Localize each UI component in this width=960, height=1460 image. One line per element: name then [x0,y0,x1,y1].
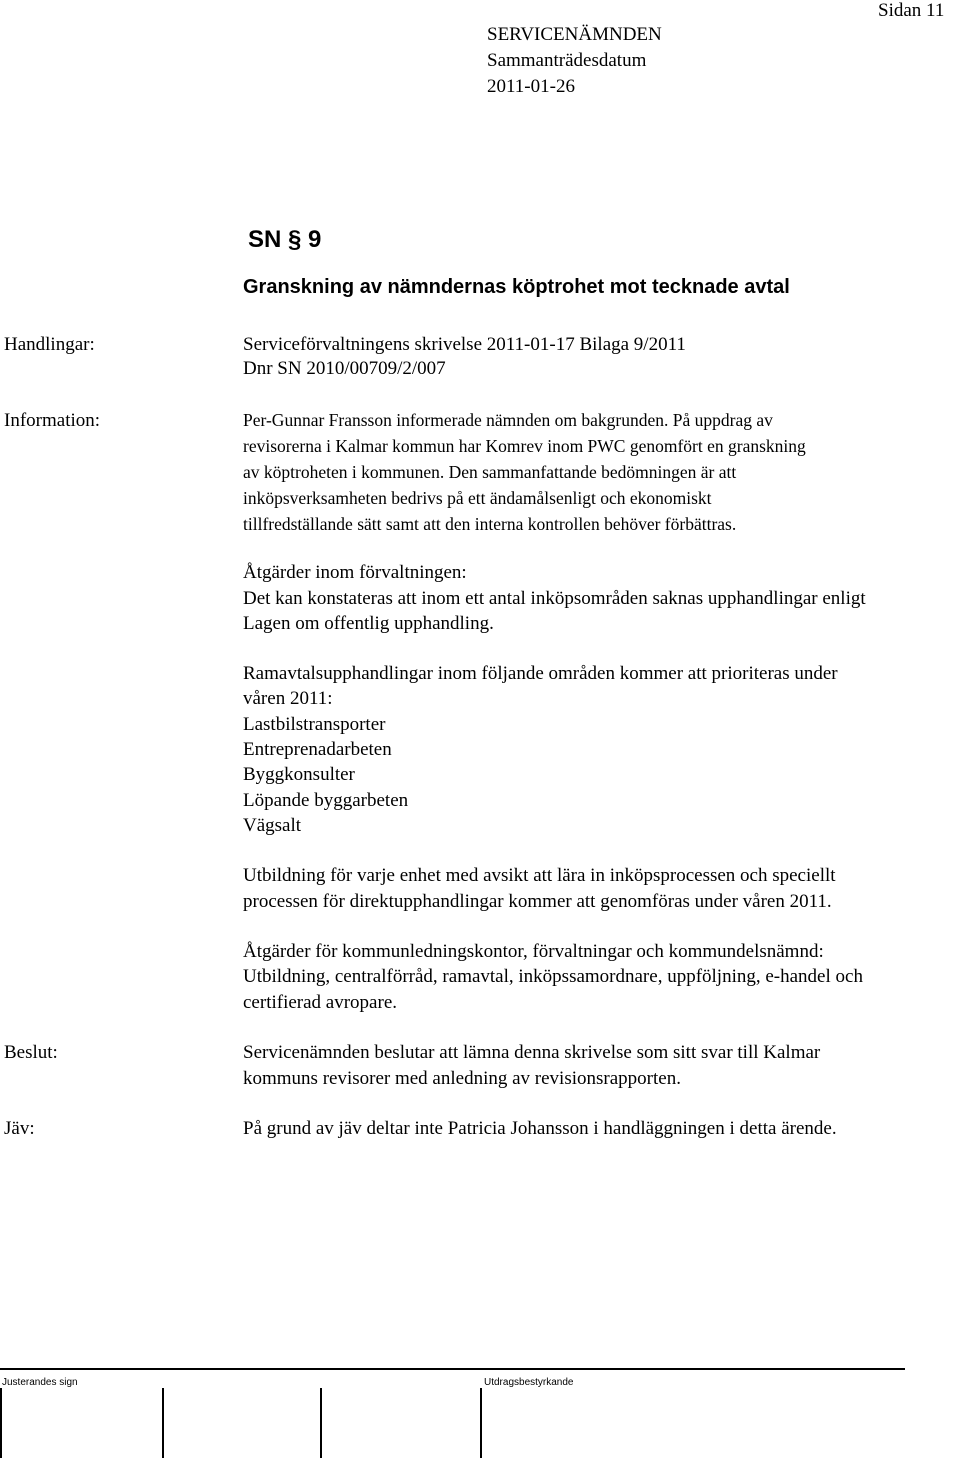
section-heading: Granskning av nämndernas köptrohet mot tecknade avtal [243,276,790,298]
ramavtal-item: Byggkonsulter [243,764,355,785]
utdragsbestyrkande-label: Utdragsbestyrkande [484,1377,574,1388]
ramavtal-line: Ramavtalsupphandlingar inom följande områden kommer att prioriteras under [243,663,838,684]
beslut-line: kommuns revisorer med anledning av revisionsrapporten. [243,1068,681,1089]
atgarder-forvaltning-line: Åtgärder inom förvaltningen: [243,562,467,583]
handlingar-line: Serviceförvaltningens skrivelse 2011-01-17 Bilaga 9/2011 [243,334,686,355]
meeting-date-label: Sammanträdesdatum [487,50,647,71]
information-line: inköpsverksamheten bedrivs på ett ändamålsenligt och ekonomiskt [243,488,712,508]
utbildning-line: Utbildning för varje enhet med avsikt att lära in inköpsprocessen och speciellt [243,865,836,886]
signature-box-divider [320,1388,322,1458]
jav-label: Jäv: [4,1118,35,1139]
signature-box-divider [0,1388,2,1458]
ramavtal-item: Löpande byggarbeten [243,790,409,811]
handlingar-label: Handlingar: [4,334,95,355]
beslut-label: Beslut: [4,1042,58,1063]
atgarder-kommun-line: Åtgärder för kommunledningskontor, förvaltningar och kommundelsnämnd: [243,941,824,962]
utbildning-line: processen för direktupphandlingar kommer att genomföras under våren 2011. [243,891,832,912]
information-label: Information: [4,410,101,431]
atgarder-forvaltning-line: Lagen om offentlig upphandling. [243,613,494,634]
handlingar-line: Dnr SN 2010/00709/2/007 [243,358,446,379]
information-line: tillfredställande sätt samt att den interna kontrollen behöver förbättras. [243,514,737,534]
atgarder-kommun-line: certifierad avropare. [243,992,398,1013]
footer-top-rule [0,1368,905,1370]
ramavtal-item: Lastbilstransporter [243,714,386,735]
jav-line: På grund av jäv deltar inte Patricia Johansson i handläggningen i detta ärende. [243,1118,837,1139]
justerandes-sign-label: Justerandes sign [2,1377,78,1388]
ramavtal-item: Entreprenadarbeten [243,739,392,760]
page-number: Sidan 11 [878,0,945,21]
meeting-date: 2011-01-26 [487,76,575,97]
information-line: Per-Gunnar Fransson informerade nämnden om bakgrunden. På uppdrag av [243,410,773,430]
section-number: SN § 9 [248,226,322,253]
ramavtal-line: våren 2011: [243,688,333,709]
signature-box-divider [162,1388,164,1458]
beslut-line: Servicenämnden beslutar att lämna denna skrivelse som sitt svar till Kalmar [243,1042,821,1063]
ramavtal-item: Vägsalt [243,815,302,836]
atgarder-forvaltning-line: Det kan konstateras att inom ett antal inköpsområden saknas upphandlingar enligt [243,588,866,609]
committee-name: SERVICENÄMNDEN [487,24,662,45]
information-line: av köptroheten i kommunen. Den sammanfattande bedömningen är att [243,462,737,482]
atgarder-kommun-line: Utbildning, centralförråd, ramavtal, inköpssamordnare, uppföljning, e-handel och [243,966,863,987]
information-line: revisorerna i Kalmar kommun har Komrev inom PWC genomfört en granskning [243,436,806,456]
signature-box-divider [480,1388,482,1458]
